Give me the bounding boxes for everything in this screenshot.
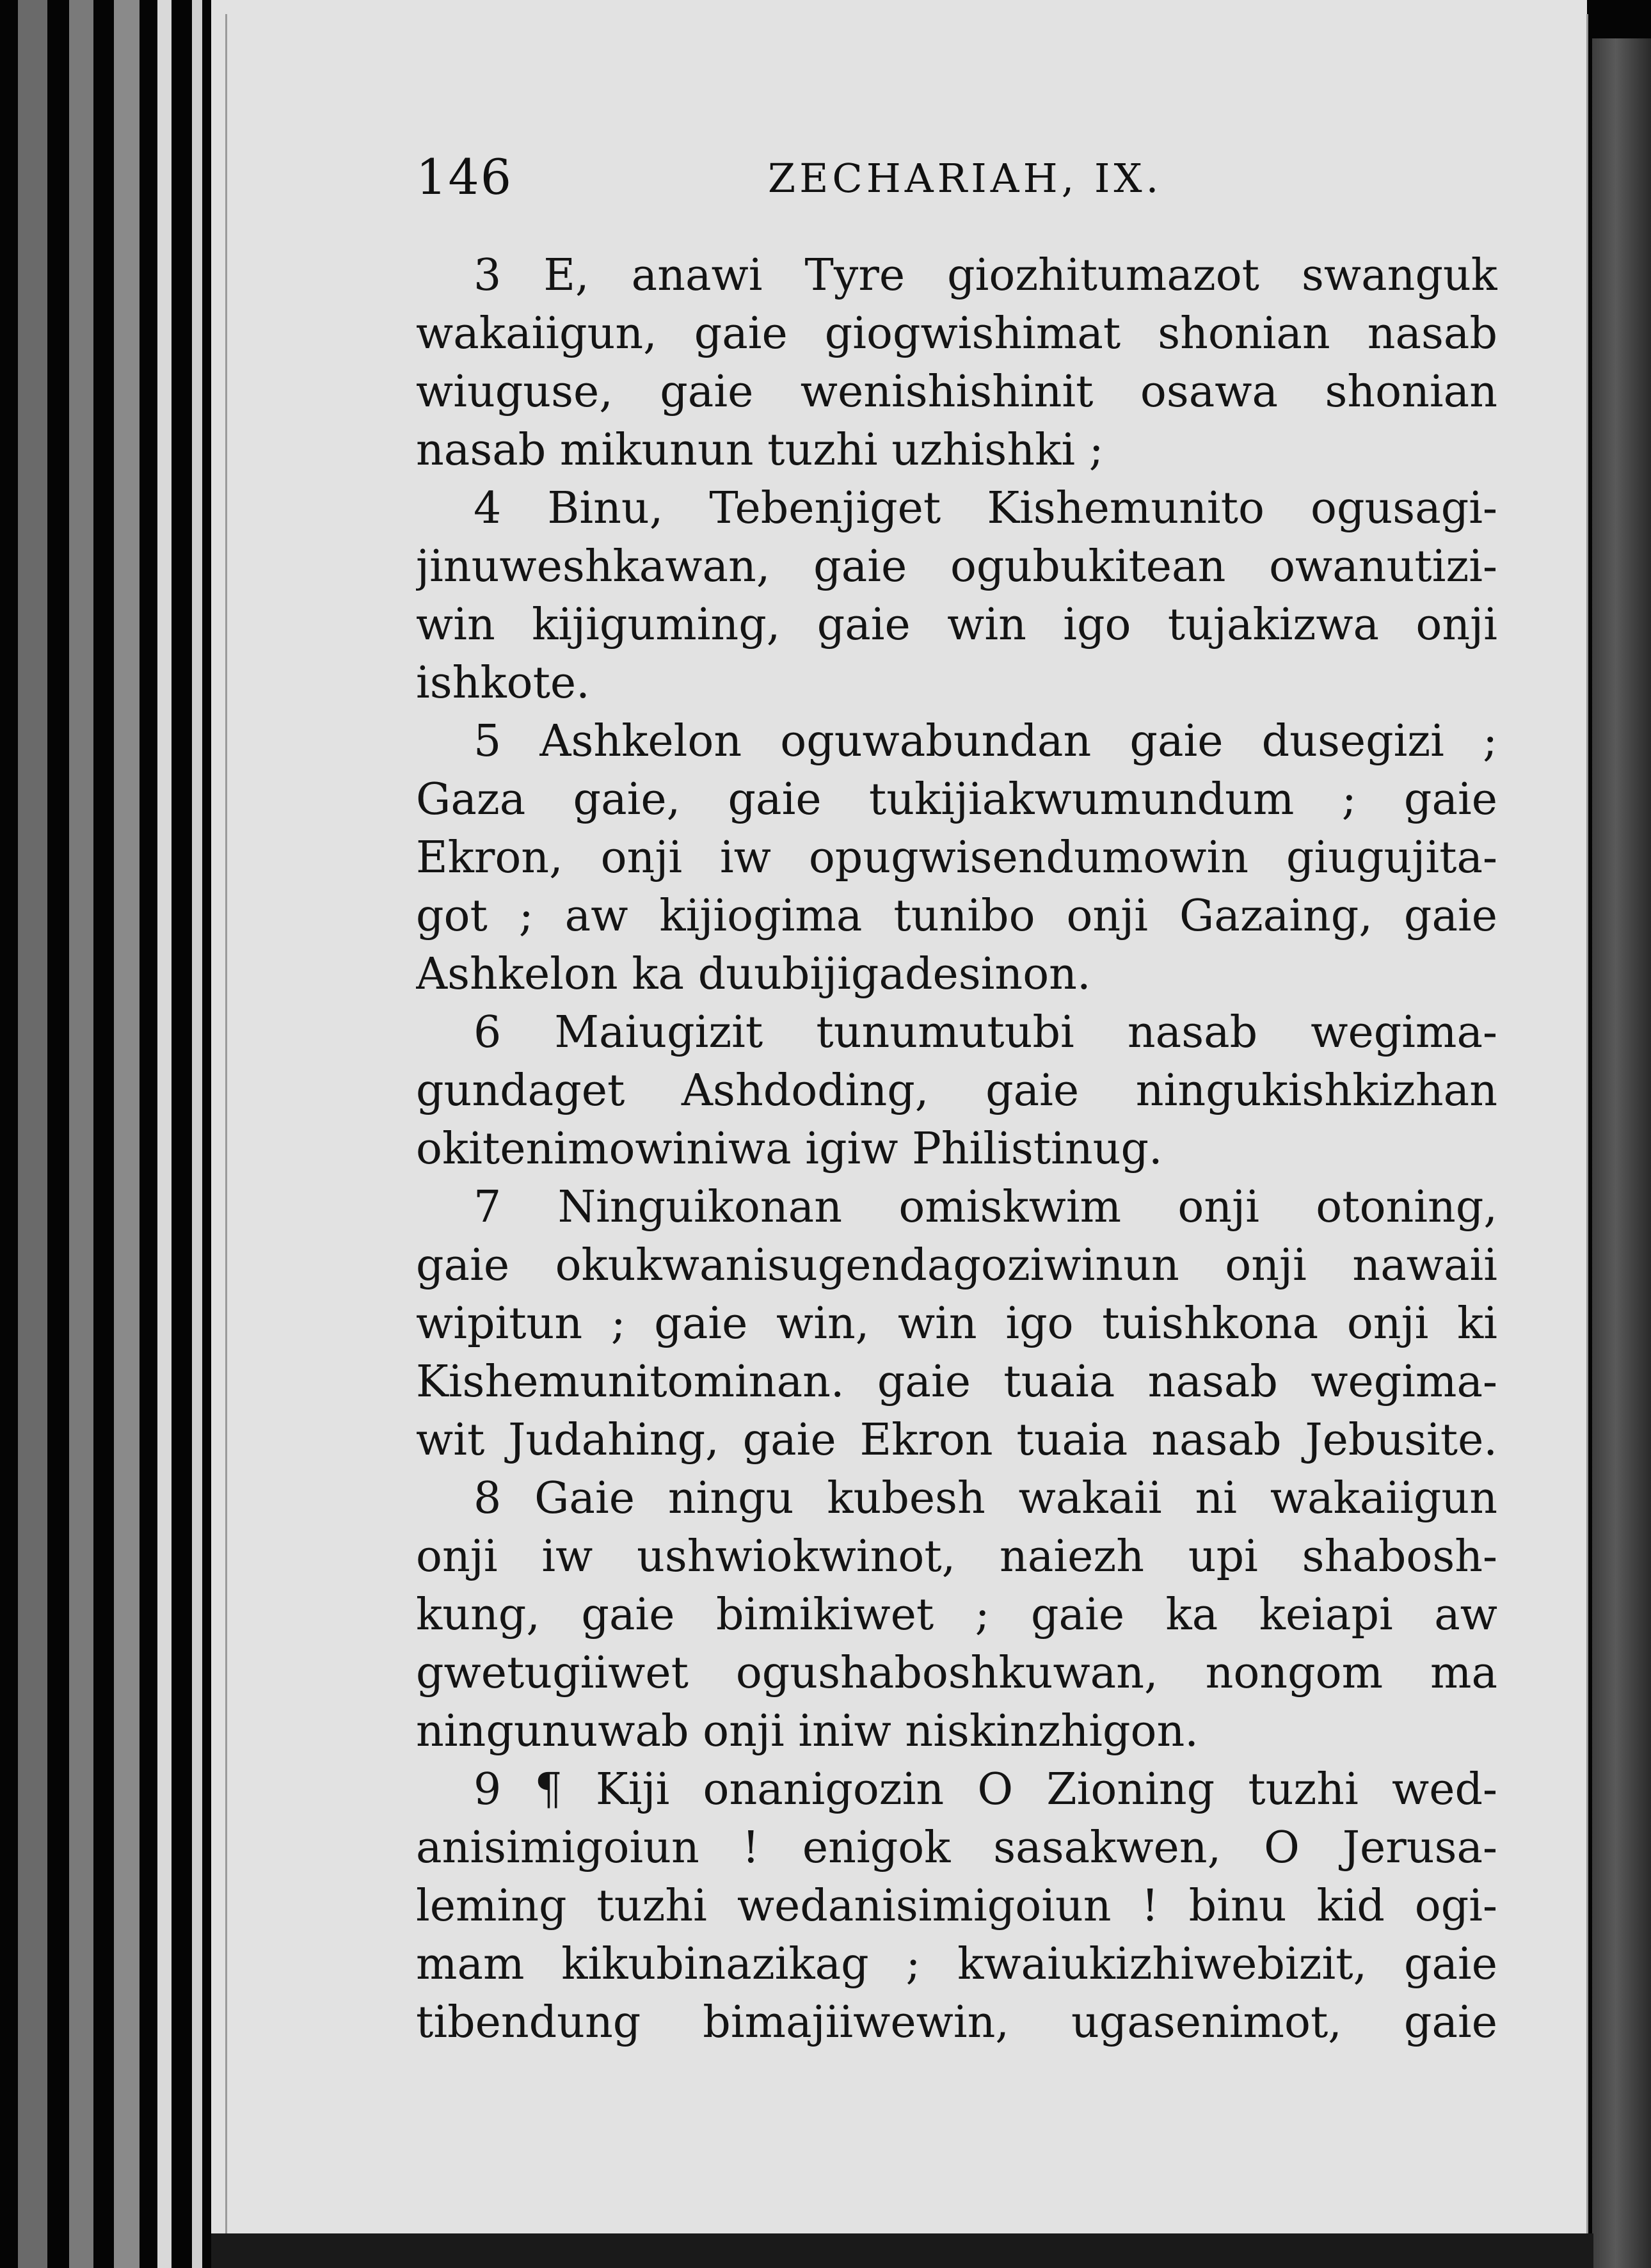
text-line: 5 Ashkelon oguwabundan gaie dusegizi ; [474, 716, 1497, 767]
text-line: leming tuzhi wedanisimigoiun ! binu kid ogi- [416, 1881, 1497, 1931]
page-header [416, 148, 1504, 219]
text-line: 9 ¶ Kiji onanigozin O Zioning tuzhi wed- [474, 1764, 1497, 1815]
bottom-shadow [211, 2233, 1593, 2268]
running-title: ZECHARIAH, IX. [768, 155, 1163, 202]
text-line: 7 Ninguikonan omiskwim onji otoning, [474, 1182, 1497, 1233]
text-line: Ashkelon ka duubijigadesinon. [416, 949, 1091, 1000]
text-line: win kijiguming, gaie win igo tujakizwa onji [416, 600, 1497, 650]
text-line: wit Judahing, gaie Ekron tuaia nasab Jebusite. [416, 1415, 1497, 1465]
text-line: 3 E, anawi Tyre giozhitumazot swanguk [474, 250, 1497, 301]
book-edge-stripe [157, 0, 171, 2268]
book-edge-stripe [69, 0, 93, 2268]
text-line: wakaiigun, gaie giogwishimat shonian nasab [416, 308, 1497, 359]
text-line: Gaza gaie, gaie tukijiakwumundum ; gaie [416, 774, 1497, 825]
text-line: gwetugiiwet ogushaboshkuwan, nongom ma [416, 1648, 1497, 1698]
text-line: 4 Binu, Tebenjiget Kishemunito ogusagi- [474, 483, 1497, 534]
text-line: onji iw ushwiokwinot, naiezh upi shabosh- [416, 1531, 1497, 1582]
book-edge-stripe [192, 0, 202, 2268]
text-line: ningunuwab onji iniw niskinzhigon. [416, 1706, 1199, 1757]
text-line: jinuweshkawan, gaie ogubukitean owanutizi- [416, 541, 1497, 592]
text-line: gaie okukwanisugendagoziwinun onji nawaii [416, 1240, 1497, 1291]
text-line: nasab mikunun tuzhi uzhishki ; [416, 425, 1104, 475]
text-line: 6 Maiugizit tunumutubi nasab wegima- [474, 1007, 1497, 1058]
text-line: kung, gaie bimikiwet ; gaie ka keiapi aw [416, 1590, 1497, 1640]
text-line: anisimigoiun ! enigok sasakwen, O Jerusa- [416, 1823, 1497, 1873]
text-line: okitenimowiniwa igiw Philistinug. [416, 1124, 1163, 1174]
text-line: wipitun ; gaie win, win igo tuishkona onji ki [416, 1298, 1497, 1349]
book-edge-stripe [114, 0, 140, 2268]
right-page-edge [1592, 38, 1651, 2268]
text-line: Ekron, onji iw opugwisendumowin giugujita- [416, 833, 1497, 883]
text-line: 8 Gaie ningu kubesh wakaii ni wakaiigun [474, 1473, 1497, 1524]
book-edge-stripe [18, 0, 47, 2268]
text-line: wiuguse, gaie wenishishinit osawa shonian [416, 367, 1497, 417]
verse-text-body [416, 246, 1497, 2052]
text-line: gundaget Ashdoding, gaie ningukishkizhan [416, 1066, 1497, 1116]
text-line: tibendung bimajiiwewin, ugasenimot, gaie [416, 1997, 1497, 2048]
text-line: Kishemunitominan. gaie tuaia nasab wegima- [416, 1357, 1497, 1407]
text-line: got ; aw kijiogima tunibo onji Gazaing, gaie [416, 891, 1497, 941]
text-line: mam kikubinazikag ; kwaiukizhiwebizit, gaie [416, 1939, 1497, 1990]
page-number: 146 [416, 148, 513, 205]
text-line: ishkote. [416, 658, 590, 708]
